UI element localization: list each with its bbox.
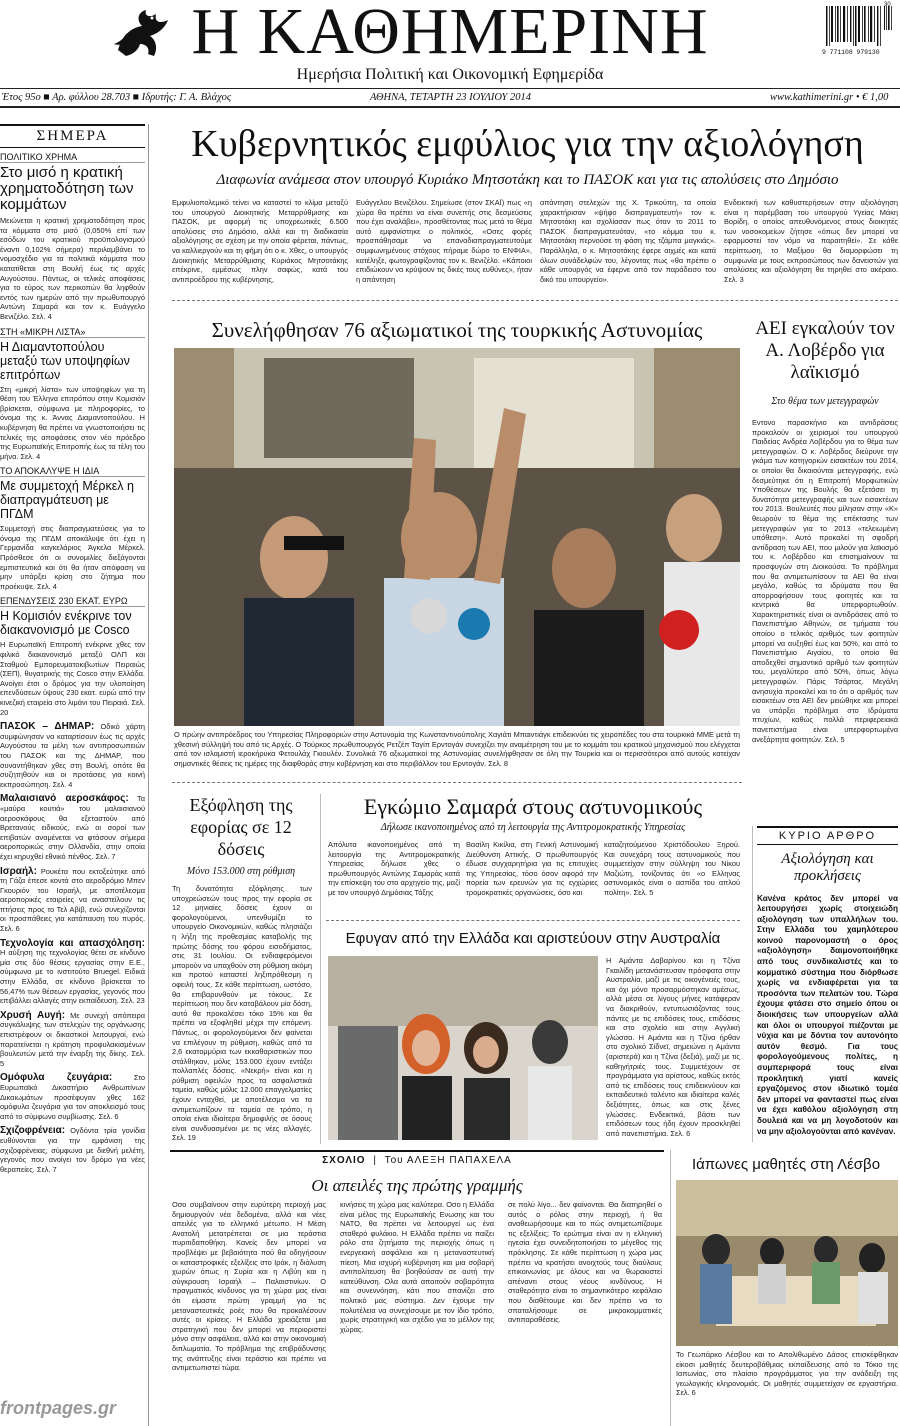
barcode-issue: 30 bbox=[884, 2, 891, 8]
turkey-photo[interactable] bbox=[162, 348, 740, 726]
tax-deck: Μόνο 153.000 στη ρύθμιση bbox=[186, 866, 296, 877]
sidebar-story[interactable] bbox=[0, 327, 145, 462]
brief-text: Με συνεχή απόπειρα συγκάλυψης των στελεχών της οργάνωσης επιστρέφουν οι δικαστικοί λειτουργοί, ενώ παρατείνεται η κράτηση προφυλακισμένων βουλευτών μετά την έναρξη της δίκης. Σελ. 5 bbox=[0, 1010, 146, 1068]
samaras-headline[interactable]: Εγκώμιο Σαμαρά στους αστυνομικούς bbox=[363, 794, 703, 819]
story-body: Στη «μικρή λίστα» των υποψηφίων για τη θέση του Έλληνα επιτρόπου στην Κομισιόν βρίσκεται, σύμφωνα με πληροφορίες, το όνομα της κ. Άννας Διαμαντοπούλου. Η κυβέρνηση θα πρέπει να γνωστοποιήσει τις τελικές της αποφάσεις στον νέο πρόεδρο της Ευρωπαϊκής Επιτροπής έως τα τέλη του μήνα. Σελ. 4 bbox=[0, 384, 145, 461]
brief-item[interactable] bbox=[0, 1073, 145, 1121]
brief-item[interactable] bbox=[0, 1011, 145, 1069]
brief-title: Τεχνολογία και απασχόληση: bbox=[0, 937, 145, 949]
lesvos-caption: Το Γεωπάρκο Λέσβου και το Απολιθωμένο Δάσος επισκέφθηκαν είκοσι μαθητές δευτεροβάθμιας εκπαίδευσης από το Τόκιο της Ιαπωνίας, στο πλαίσιο προγράμματος για την ανάδειξη της γεωλογικής κληρονομιάς. Οι μαθητές συμμετείχαν σε εργαστήρια. Σελ. 6 bbox=[676, 1350, 898, 1398]
barcode bbox=[820, 4, 896, 62]
lead-headline[interactable]: Κυβερνητικός εμφύλιος για την αξιολόγηση bbox=[191, 123, 864, 165]
lovverdos-deck: Στο θέμα των μετεγγραφών bbox=[771, 396, 879, 407]
story-body: Μειώνεται η κρατική χρηματοδότηση προς τα κόμματα στο μισό (0,050% επί των εσόδων του κρατικού προϋπολογισμού έναντι 0,102% σήμερα) περιλαμβάνει το νομοσχέδιο για τα πολιτικά κόμματα που κατατίθεται στη Βουλή έως τις αρχές Αυγούστου. Πάντως, οι τελικές αποφάσεις για το εύρος των περικοπών θα ληφθούν εντός των ημερών από την πρωθυπουργό Αντώνη Σαμαρά και τον κ. Ευάγγελο Βενιζέλο. Σελ. 4 bbox=[0, 216, 145, 321]
sidebar-story[interactable] bbox=[0, 466, 145, 591]
brief-item[interactable] bbox=[0, 1126, 145, 1174]
watermark: frontpages.gr bbox=[0, 1398, 117, 1418]
commentary-headline[interactable]: Οι απειλές της πρώτης γραμμής bbox=[311, 1176, 523, 1195]
australia-body: Η Αμάντα Δαβαρίνου και η Τζίνα Γκαιλίδη μετανάστευσαν πρόσφατα στην Αυστραλία, μαζί με τις οικογένειές τους, και όχι μόνο προσαρμόστηκαν αμέσως, αλλά μέσα σε λίγους μήνες κατάφεραν να διακριθούν, εντυπωσιάζοντας τους πάντες με τις επιδόσεις τους, επιδόσεις και στο σχολείο και στην Αγγλική γλώσσα. Η Αμάντα και η Τζίνα ήρθαν στο σχολικό Σίδνεϊ, σημειώνει η Αμάντα (αριστερά) και η Τζίνα (δεξιά), μαζί με τις καθηγήτριές τους. Συμμετέχουν σε προγράμματα για αρίστους, καθώς εκτός από τις επιδόσεις τους επιδεικνύουν και εκπαιδευτικό ταλέντο και ιδιαίτερα καλές δεξιότητες, όπως και στις ξένες γλώσσες. Ενδεικτικά, βάσει των επιδόσεων τους ήδη έχουν προσκληθεί από πανεπιστήμια. Σελ. 6 bbox=[606, 956, 740, 1138]
barcode-number: 9 771108 979130 bbox=[822, 49, 880, 56]
masthead-subtitle: Ημερήσια Πολιτική και Οικονομική Εφημερίδα bbox=[296, 66, 604, 83]
turkey-caption: Ο πρώην αντιπρόεδρος του Υπηρεσίας Πληροφοριών στην Αστυνομία της Κωνσταντινούπολης Χαγιάτι Μπαιντιάγκ επιδεικνύει τις χειροπέδες του στα τουρκικά ΜΜΕ μετά τη χθεσινή σύλληψή του από τις Αρχές. Ο Τούρκος πρωθυπουργός Ρετζέπ Ταγίπ Ερντογάν συνεχίζει την αναμέτρηση του με το κομμάτι του κρατικού μηχανισμού που ελέγχεται από τον ισλαμιστή ιεροκήρυκα Φετουλάχ Γκιουλέν. Συνολικά 76 αξιωματικοί της Αστυνομίας συνελήφθησαν σε όλη την Τουρκία και οι περισσότεροι από αυτούς κατείχαν σημαντικές θέσεις τις ημέρες της διαφθοράς στην κυβέρνηση και στο περιβάλλον του Ερντογάν. Σελ. 8 bbox=[174, 730, 740, 768]
editorial-headline[interactable]: Αξιολόγηση και προκλήσεις bbox=[781, 851, 874, 885]
brief-title: Σχιζοφρένεια: bbox=[0, 1125, 66, 1137]
brief-text: Ρουκέτα που εκτοξεύτηκε από τη Γάζα έπεσε κοντά στο αεροδρόμιο Μπεν Γκουριόν του Ισραήλ, με αποτέλεσμα αεροπορικές εταιρείες να αναστείλουν τις πτήσεις προς το Τελ Αβίβ, ενώ συνεχίζονται οι προσπάθειες για κατάπαυση του πυρός. Σελ. 6 bbox=[0, 866, 145, 934]
lovverdos-headline[interactable]: ΑΕΙ εγκαλούν τον Α. Λοβέρδο για λαϊκισμό bbox=[755, 318, 895, 383]
lead-deck: Διαφωνία ανάμεσα στον υπουργό Κυριάκο Μητσοτάκη και το ΠΑΣΟΚ και για τις απολύσεις στο Δημόσιο bbox=[216, 172, 839, 188]
turkey-headline[interactable]: Συνελήφθησαν 76 αξιωματικοί της τουρκικής Αστυνομίας bbox=[211, 318, 703, 342]
website-price[interactable]: www.kathimerini.gr • € 1,00 bbox=[770, 92, 889, 103]
samaras-column-3: καταζητούμενου Χριστόδουλου Ξηρού. Και συνεχάρη τους αστυνομικούς που συμμετείχαν στην σύλληψη του Νίκου Μαζιώτη, τονίζοντας ότι «ο Ελληνας αστυνομικός είναι ο ασπίδα του απλού πολίτη». Σελ. 5 bbox=[604, 840, 740, 897]
story-title[interactable]: Στο μισό η κρατική χρηματοδότηση των κομμάτων bbox=[0, 164, 134, 213]
brief-title: Μαλαισιανό αεροσκάφος: bbox=[0, 793, 129, 805]
lesvos-headline[interactable]: Ιάπωνες μαθητές στη Λέσβο bbox=[691, 1156, 881, 1173]
issue-info: Έτος 95ο ■ Αρ. φύλλου 28.703 ■ Ιδρυτής: Γ. Α. Βλάχος bbox=[2, 92, 232, 103]
commentary-label: ΣΧΟΛΙΟ bbox=[322, 1155, 366, 1166]
lesvos-photo[interactable] bbox=[666, 1180, 898, 1346]
australia-photo[interactable] bbox=[328, 956, 598, 1140]
commentary-column-2: κινήσεις τη χώρα μας καλύτερα. Οσο η Ελλάδα είναι μέλος της Ευρωπαϊκής Ενωσης και του ΝΑΤΟ, θα πρέπει να λειτουργεί ως ένα σταθερό φυλάκιο. Η Ελλάδα πρέπει να παίξει ρόλο στα ζητήματα της περιοχής όπως η ενεργειακή ασφάλεια και η μεταναστευτική πίεση. Μια ισχυρή κυβέρνηση και μια σοβαρή αντιπολίτευση θα βοηθούσαν σε αυτή την κατεύθυνση. Ολα αυτά απαιτούν σοβαρότητα και συνεννόηση, κάτι που σπανίζει στο πολιτικό μας σύστημα. Δεν έχουμε την πολυτέλεια να συνεχίσουμε με τον ίδιο τρόπο, χωρίς στρατηγική και σχέδιο για το μέλλον της χώρας. bbox=[340, 1200, 494, 1334]
story-body: Συμμετοχή στις διαπραγματεύσεις για το όνομα της ΠΓΔΜ αποκάλυψε ότι έχει η Γερμανίδα καγκελάριος Άγκελα Μέρκελ. Πρόσθεσε ότι οι συνομιλίες διεξάγονται εμπιστευτικά και ότι θα ήταν απόφαση να μην υπάρξει κρίση στο ζήτημα που προέκυψε. Σελ. 4 bbox=[0, 524, 145, 591]
story-title[interactable]: Με συμμετοχή Μέρκελ η διαπραγμάτευση με ΠΓΔΜ bbox=[0, 479, 134, 522]
brief-title: Χρυσή Αυγή: bbox=[0, 1009, 66, 1021]
brief-item[interactable] bbox=[0, 722, 145, 789]
tax-headline[interactable]: Εξόφληση της εφορίας σε 12 δόσεις bbox=[189, 795, 293, 859]
masthead-title[interactable]: Η ΚΑΘΗΜΕΡΙΝΗ bbox=[191, 0, 709, 68]
story-title[interactable]: Η Διαμαντοπούλου μεταξύ των υποψηφίων επιτρόπων bbox=[0, 339, 130, 382]
brief-text: Ογδόντα τρία γονίδια ευθύνονται για την εμφάνιση της σχιζοφρένειας, σύμφωνα με διεθνή μελέτη, γεγονός που ανοίγει τον δρόμο για νέες θεραπείες. Σελ. 7 bbox=[0, 1126, 145, 1174]
story-body: Η Ευρωπαϊκή Επιτροπή ενέκρινε χθες τον φιλικό διακανονισμό μεταξύ ΟΛΠ και Σταθμού Εμπορευματοκιβωτίων Πειραιώς (ΣΕΠ), θυγατρικής της Cosco στην Ελλάδα. Ανοίγει έτσι ο δρόμος για την υλοποίηση επενδύσεων ύψους 230 εκατ. ευρώ από την κινεζική εταιρεία στο λιμάνι του Πειραιά. Σελ. 20 bbox=[0, 640, 145, 717]
commentary-column-1: Οσο συμβαίνουν στην ευρύτερη περιοχή μας δημιουργούν νέα δεδομένα, αλλά και νέες απειλές για το ελληνικό μέτωπο. Η Μέση Ανατολή μετατρέπεται σε μια τεράστια πυριτιδαποθήκη. Κανείς δεν μπορεί να προβλέψει με βεβαιότητα πού θα οδηγήσουν οι καταστροφικές εξελίξεις στο Ιράκ, η διάλυση χωρών όπως η Συρία και η Λιβύη και η σύγκρουση Ισραήλ – Παλαιστινίων. Ο πραγματικός κίνδυνος για τη χώρα μας είναι ότι είμαστε πρώτη γραμμή για τις μεταναστευτικές ροές που θα προκαλέσουν αυτές οι κρίσεις. Η Ελλάδα χρειάζεται μια στρατηγική που δεν μπορεί να περιοριστεί μόνο στην ασφάλεια, αλλά και στην οικονομική διπλωματία. Το πρόβλημα της επιβράδυνσης της ανάπτυξης είναι τεράστιο και πρέπει να αντιμετωπιστεί τώρα. bbox=[172, 1200, 326, 1373]
commentary-author: Του ΑΛΕΞΗ ΠΑΠΑΧΕΛΑ bbox=[384, 1155, 512, 1166]
photo-credit: ΑΡΧΕΙΟ / ΣΙΜΕΛΕΣ bbox=[162, 603, 168, 648]
tax-body: Τη δυνατότητα εξόφλησης των υποχρεώσεών τους προς την εφορία σε 12 μηνιαίες δόσεις έχουν οι φορολογούμενοι, υπενθυμίζει το υπουργείο Οικονομικών, καθώς πλησιάζει η λήξη της προθεσμίας καταβολής της πρώτης δόσης του φόρου εισοδήματος, στις 31 Ιουλίου. Οι ενδιαφερόμενοι μπορούν να υπαχθούν στη ρύθμιση ακόμη και προτού καταστεί ληξιπρόθεσμη η οφειλή τους. Σε κάθε περίπτωση, ωστόσο, θα επιβαρυνθούν με τόκους. Σε περίπτωση που δεν καταβάλουν μία δόση, αυτό θα προκαλέσει τόκο 15% και θα πρέπει να εξοφληθεί μέχρι την επόμενη. Πάντως, οι φορολογούμενοι δεν φαίνεται να επιλέγουν τη ρύθμιση, καθώς από τα 2,6 εκατομμύρια των εκκαθαριστικών που στάλθηκαν, μόλις 153.000 έχουν εντάξει πολλαπλές δόσεις. «Νεκρή» είναι και η ρύθμιση οφειλών προς τα ασφαλιστικά ταμεία, καθώς μόλις 12.000 επαγγελματίες έχουν ενταχθεί, με αποτέλεσμα να τα αντιμετωπίζουν τα ταμεία σε τρόπο, η οποία είναι ιδιαίτερα δημοφιλής σε όσους είναι συνδυασμένοι με τις νέες αλλαγές. Σελ. 19 bbox=[172, 884, 312, 1143]
brief-title: ΠΑΣΟΚ – ΔΗΜΑΡ: bbox=[0, 721, 95, 733]
editorial-body: Κανένα κράτος δεν μπορεί να λειτουργήσει χωρίς στοιχειώδη αξιολόγηση των υπαλλήλων του. Στην Ελλάδα του χαμηλότερου κοινού παρονομαστή ο όρος «αξιολόγηση» δαιμονοποιήθηκε από τους συνδικαλιστές και το κομματικό σύστημα που διόρθωσε χωρίς να ενδιαφέρεται για τα προσόντα των πελατών του. Τώρα έχουμε φτάσει στο σημείο όπου οι διοικήσεις των υπουργείων αλλά και όλοι οι υπουργοί πιέζονται με νύχια και με δόντια τον αυτονόητο αυτόν θεσμό. Για τους φορολογούμενους πολίτες, η συμπεριφορά τους είναι προκλητική γιατί κανείς εργαζόμενος στον ιδιωτικό τομέα δεν μπορεί να φανταστεί πως είναι να έχει καθόλου αξιολόγηση στη δουλειά και να μη λογοδοτούν και να μην αξιολογούνται από κανέναν. bbox=[757, 893, 898, 1136]
story-kicker: ΣΤΗ «ΜΙΚΡΗ ΛΙΣΤΑ» bbox=[0, 327, 145, 338]
brief-title: Ομόφυλα ζευγάρια: bbox=[0, 1072, 113, 1084]
brief-text: Στο Ευρωπαϊκό Δικαστήριο Ανθρωπίνων Δικαιωμάτων προσέφυγαν χθες 162 ομόφυλα ζευγάρια για τον αποκλεισμό τους από το σύμφωνο συμβίωσης. Σελ. 6 bbox=[0, 1073, 145, 1121]
brief-text: Οδικό χάρτη συμφώνησαν να καταρτίσουν έως τις αρχές Αυγούστου τα μέλη των αντιπροσωπειών του ΠΑΣΟΚ και της ΔΗΜΑΡ, που συναντήθηκαν χθες στη Βουλή, οπότε θα συζητηθούν και οι προτάσεις για κοινή εκπροσώπηση. Σελ. 4 bbox=[0, 722, 146, 789]
samaras-deck: Δήλωσε ικανοποιημένος από τη λειτουργία της Αντιτρομοκρατικής Υπηρεσίας bbox=[380, 822, 686, 833]
brief-item[interactable] bbox=[0, 867, 145, 934]
samaras-column-1: Απόλυτα ικανοποιημένος από τη λειτουργία της Αντιτρομοκρατικής Υπηρεσίας δήλωσε χθες ο πρωθυπουργός Αντώνης Σαμαράς κατά την επίσκεψη του στο αρχηγείο της, μαζί με τον υπουργό Δημόσιας Τάξης bbox=[328, 840, 460, 897]
sidebar-header: ΣΗΜΕΡΑ bbox=[0, 124, 145, 148]
sidebar-story[interactable] bbox=[0, 152, 145, 322]
lead-column-4: Ενδεικτική των καθυστερήσεων στην αξιολόγηση είναι η παρέμβαση του υπουργού Υγείας Μάκη Βορίδη, ο οποίος απευθυνόμενος στους διοικητές των νοσοκομείων ζήτησε «όπως δεν μπορεί να εφαρμοστεί τον νόμο να παραιτηθεί». Σε κάθε περίπτωση, το Μαξίμου θα διαμορφώσει τη συμφωνία με τους εκπροσώπους των δανειστών για απολύσεις και αξιολόγηση θα τηρηθεί στο ακέραιο. Σελ. 3 bbox=[724, 198, 898, 284]
lead-column-2: Ευάγγελου Βενιζέλου. Σημείωσε (στον ΣΚΑΪ) πως «η χώρα θα πρέπει να είναι συνεπής στις δεσμεύσεις που έχει αναλάβει», προσθέτοντας πως μετά το θέμα αυτό εμφανίστηκε ο πολιτικός. «Οσες φορές προσπάθησαμε να επαναδιαπραγματευτούμε συμφωνημένους στόχους πήραμε δώρο το ΕΝΦΙΑ», κατέληξε, φωτογραφίζοντας τον κ. Βενιζέλο. «Κάποιοι επιδιώκουν να κρύψουν τις δικές τους ευθύνες», ήταν η απάντηση bbox=[356, 198, 532, 284]
brief-item[interactable] bbox=[0, 794, 145, 861]
brief-text: Τα «μαύρα κουτιά» του μαλαισιανού αεροσκάφους θα εξεταστούν από Βρετανούς ειδικούς, ενώ οι σοροί των επιβατών αναμένεται να φτάσουν σήμερα αεροπορικώς στην Ολλανδία, στην οποία έχει κηρυχθεί εθνικό πένθος. Σελ. 7 bbox=[0, 794, 145, 861]
lead-column-3: απάντηση στελεχών της Χ. Τρικούπη, τα οποία χαρακτήρισαν «ψήφο διαπραγματευτή» τον κ. Μητσοτάκη και σχολίασαν πως όταν το 2011 το ΠΑΣΟΚ διαπραγματευόταν, «το κόμμα του κ. Μητσοτάκη περνούσε τη φάση της τζάμπα μαγκιάς». Παράλληλα, ο κ. Μητσοτάκης έφερε αιχμές και κατά όλων συνάδελφών του, λέγοντας πως «θα πρέπει ο κάθε υπουργός να έφερνε από τον παράδεισο του δικό του υπουργείο». bbox=[540, 198, 716, 284]
brief-text: Η αύξηση της τεχνολογίας θέτει σε κίνδυνο μία στις δύο θέσεις εργασίας στην Ε.Ε., σύμφωνα με το ινστιτούτο Bruegel. Ειδικά στην Ελλάδα, σε κίνδυνο βρίσκεται το 56,47% των θέσεων εργασίας, γεγονός που επιβάλλει αλλαγές στην εκπαίδευση. Σελ. 23 bbox=[0, 948, 145, 1006]
date-line: ΑΘΗΝΑ, ΤΕΤΑΡΤΗ 23 ΙΟΥΛΙΟΥ 2014 bbox=[370, 92, 532, 103]
australia-headline[interactable]: Εφυγαν από την Ελλάδα και αριστεύουν στην Αυστραλία bbox=[345, 930, 721, 947]
sidebar-today bbox=[0, 124, 145, 1426]
brief-item[interactable] bbox=[0, 939, 145, 1006]
lead-column-1: Εμφυλιοπολεμικό τείνει να καταστεί το κλίμα μεταξύ του υπουργού Διοικητικής Μεταρρύθμισης και ΠΑΣΟΚ, με αφορμή τις υποχρεωτικές 6.500 απολύσεις στο Δημόσιο, αλλά και τη διαδικασία αξιολόγησης σε σχέση με την οποία φέρεται, πάντως, να καλλιεργούν και τη φήμη ότι ο κ. Χθες, ο υπουργός Διοικητικής Μεταρρύθμισης Κυριάκος Μητσοτάκης επέκρινε, εμμέσως πλην σαφώς, κατά του αντιπροέδρου της κυβέρνησης, bbox=[172, 198, 348, 284]
photo-credit: ΑΠΕ / ΜΠΕ bbox=[666, 1304, 672, 1330]
story-title[interactable]: Η Κομισιόν ενέκρινε τον διακανονισμό με Cosco bbox=[0, 609, 132, 638]
editorial-header: ΚΥΡΙΟ ΑΡΘΡΟ bbox=[757, 826, 898, 845]
sidebar-story[interactable] bbox=[0, 596, 145, 717]
story-kicker: ΕΠΕΝΔΥΣΕΙΣ 230 ΕΚΑΤ. ΕΥΡΩ bbox=[0, 596, 145, 607]
brief-title: Ισραήλ: bbox=[0, 865, 37, 877]
commentary-box: ΣΧΟΛΙΟ | Του ΑΛΕΞΗ ΠΑΠΑΧΕΛΑ bbox=[170, 1150, 664, 1169]
lovverdos-body: Εντονο παρασκήνιο και αντιδράσεις προκαλούν οι χειρισμοί του υπουργού Παιδείας Ανδρέα Λοβέρδου για το θέμα των μετεγγραφών. Ο κ. Λοβέρδος διεύρυνε την γκάμα των κατηγοριών εισακτέων του 2014, οι οποίοι θα δικαιούνται μετεγγραφής, ενώ δεσμεύτηκε ότι η Επιτροπή Μορφωτικών Υποθέσεων της Βουλής θα εξετάσει τη δυνατότητα μετεγγραφής και των εισακτέων του 2013. Βουλευτές που μίλησαν στην «Κ» θεωρούν το θέμα της επέκτασης των μετεγγραφών για το 2013 «τελειωμένη υπόθεση». Αυτό προκαλεί τη σφοδρή αντίδραση των ΑΕΙ, που μιλούν για λαϊκισμό του κ. Λοβέρδου και επισημαίνουν τα προσφυγών στη Διοικούσα. Το πρόβλημα που θα αντιμετωπίσουν τα ΑΕΙ θα είναι μεγάλο, καθώς τα ιδρύματα που θα απορροφήσουν τους φοιτητές και τα κεντρικά θα υπερφορτωθούν. Χαρακτηριστικές είναι οι αντιδράσεις από το Πανεπιστήμιο Αθηνών, σε τμήματα του οποίου ο τελικός αριθμός των φοιτητών μπορεί να αυξηθεί έως και 50%, και από το Πανεπιστήμιο Αιγαίου, το οποίο θα αποδεχθεί σημαντικό αριθμό των φοιτητών του, μεγαλύτερο από 50%, όπως λόγω μετεγγραφών. Πάρις Τσάρτας. Μεγάλη ανησυχία προκαλεί και το ότι ο αριθμός των εισακτέων στα ΑΕΙ δεν μειώθηκε και μπορεί να υπάρξει πρόβλημα στο Ιδρύματα πτυχίων, καθώς πολλά περιφερειακά πανεπιστήμια είναι υπερφορτωμένα ανεξάρτητα φοιτητών. Σελ. 5 bbox=[752, 418, 898, 744]
story-kicker: ΤΟ ΑΠΟΚΑΛΥΨΕ Η ΙΔΙΑ bbox=[0, 466, 145, 477]
samaras-column-2: Βασίλη Κικίλια, στη Γενική Αστυνομική Διεύθυνση Αττικής. Ο πρωθυπουργός έδωσε συγχαρητήρια για τις επιτυχίες της Υπηρεσίας, τόσο όσον αφορά την πορεία των ερευνών για τις εγχώριες τρομοκρατικές οργανώσεις, όσο και bbox=[466, 840, 598, 897]
commentary-column-3: σε πολύ λίγο... δεν φαίνονται. Θα διατηρηθεί ο αυτός ο ρόλος στην περιοχή, ή θα αναθεωρήσουμε και το πώς αντιμετωπίζουμε τις εξελίξεις; Το ερώτημα είναι αν η ελληνική ηγεσία έχει συνειδητοποιήσει το μέγεθος της πρόκλησης. Σε κάθε περίπτωση η χώρα μας πρέπει να κρατήσει ανοιχτούς τους διαύλους επικοινωνίας με όλους και να θωρακιστεί απέναντι στους νέους κινδύνους. Η σταθερότητα είναι το σημαντικότερο κεφάλαιο που διαθέτουμε και δεν πρέπει να το σπαταλήσουμε σε μικροκομματικές αντιπαραθέσεις. bbox=[508, 1200, 662, 1325]
editorial-box bbox=[752, 826, 898, 1142]
story-kicker: ΠΟΛΙΤΙΚΟ ΧΡΗΜΑ bbox=[0, 152, 145, 163]
